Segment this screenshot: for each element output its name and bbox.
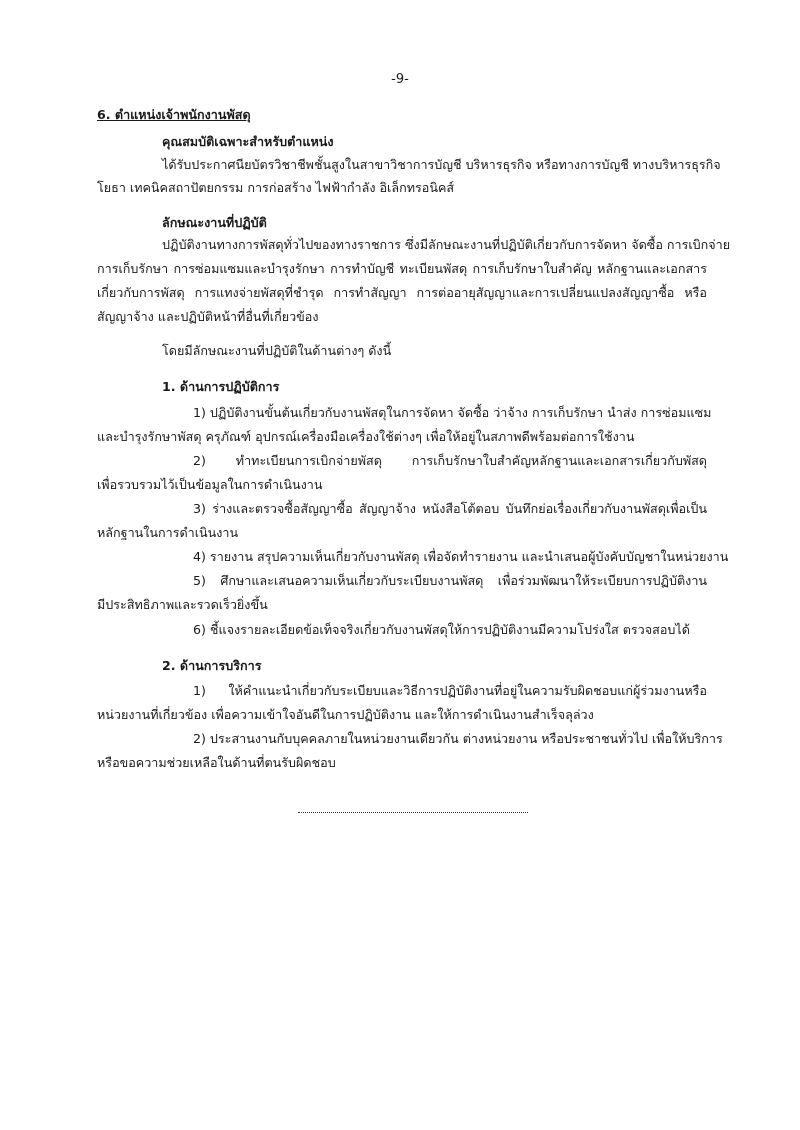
services-heading: 2. ด้านการบริการ bbox=[162, 658, 262, 673]
operations-line: มีประสิทธิภาพและรวดเร็วยิ่งขึ้น bbox=[97, 597, 268, 612]
services-line: หรือขอความช่วยเหลือในด้านที่ตนรับผิดชอบ bbox=[97, 755, 336, 770]
page-number: -9- bbox=[391, 72, 409, 87]
operations-line: 6) ชี้แจงรายละเอียดข้อเท็จจริงเกี่ยวกับงานพัสดุให้การปฏิบัติงานมีความโปร่งใส ตรวจสอบได้ bbox=[193, 622, 690, 637]
operations-line: เพื่อรวบรวมไว้เป็นข้อมูลในการดำเนินงาน bbox=[97, 477, 323, 492]
services-line: 1) ให้คำแนะนำเกี่ยวกับระเบียบและวิธีการปฏิบัติงานที่อยู่ในความรับผิดชอบแก่ผู้ร่วมงานหรือ bbox=[193, 683, 707, 698]
operations-line: หลักฐานในการดำเนินงาน bbox=[97, 525, 239, 540]
services-line: หน่วยงานที่เกี่ยวข้อง เพื่อความเข้าใจอันดีในการปฏิบัติงาน และให้การดำเนินงานสำเร็จลุล่วง bbox=[97, 707, 594, 722]
operations-heading: 1. ด้านการปฏิบัติการ bbox=[162, 379, 280, 394]
operations-line: 1) ปฏิบัติงานขั้นต้นเกี่ยวกับงานพัสดุในการจัดหา จัดซื้อ ว่าจ้าง การเก็บรักษา นำส่ง การซ่อมแซม bbox=[193, 405, 712, 420]
operations-line: 4) รายงาน สรุปความเห็นเกี่ยวกับงานพัสดุ เพื่อจัดทำรายงาน และนำเสนอผู้บังคับบัญชาในหน่วยงาน bbox=[193, 549, 729, 564]
job-nature-intro: โดยมีลักษณะงานที่ปฏิบัติในด้านต่างๆ ดังนี้ bbox=[162, 343, 392, 358]
qualifications-heading: คุณสมบัติเฉพาะสำหรับตำแหน่ง bbox=[162, 134, 334, 149]
job-nature-line: สัญญาจ้าง และปฏิบัติหน้าที่อื่นที่เกี่ยวข้อง bbox=[97, 309, 319, 324]
services-line: 2) ประสานงานกับบุคคลภายในหน่วยงานเดียวกัน ต่างหน่วยงาน หรือประชาชนทั่วไป เพื่อให้บริการ bbox=[193, 731, 723, 746]
operations-line: 5) ศึกษาและเสนอความเห็นเกี่ยวกับระเบียบงานพัสดุ เพื่อร่วมพัฒนาให้ระเบียบการปฏิบัติงาน bbox=[193, 573, 707, 588]
qualifications-line: ได้รับประกาศนียบัตรวิชาชีพชั้นสูงในสาขาวิชาการบัญชี บริหารธุรกิจ หรือทางการบัญชี ทางบริหารธุรกิจ bbox=[162, 157, 721, 172]
job-nature-heading: ลักษณะงานที่ปฏิบัติ bbox=[162, 215, 267, 230]
qualifications-line: โยธา เทคนิคสถาปัตยกรรม การก่อสร้าง ไฟฟ้ากำลัง อิเล็กทรอนิคส์ bbox=[97, 180, 455, 195]
job-nature-line: ปฏิบัติงานทางการพัสดุทั่วไปของทางราชการ ซึ่งมีลักษณะงานที่ปฏิบัติเกี่ยวกับการจัดหา จัดซื้อ การเบิกจ่าย bbox=[162, 237, 731, 252]
operations-line: และบำรุงรักษาพัสดุ ครุภัณฑ์ อุปกรณ์เครื่องมือเครื่องใช้ต่างๆ เพื่อให้อยู่ในสภาพดีพร้อมต่อการใช้งาน bbox=[97, 429, 635, 444]
operations-line: 2) ทำทะเบียนการเบิกจ่ายพัสดุ การเก็บรักษาใบสำคัญหลักฐานและเอกสารเกี่ยวกับพัสดุ bbox=[193, 453, 707, 468]
job-nature-line: เกี่ยวกับการพัสดุ การแทงจ่ายพัสดุที่ชำรุด การทำสัญญา การต่ออายุสัญญาและการเปลี่ยนแปลงสัญญาซื้อ หรือ bbox=[97, 285, 707, 300]
dotted-separator bbox=[298, 812, 528, 813]
operations-line: 3) ร่างและตรวจซื้อสัญญาซื้อ สัญญาจ้าง หนังสือโต้ตอบ บันทึกย่อเรื่องเกี่ยวกับงานพัสดุเพื่อเป็น bbox=[193, 501, 707, 516]
job-nature-line: การเก็บรักษา การซ่อมแซมและบำรุงรักษา การทำบัญชี ทะเบียนพัสดุ การเก็บรักษาใบสำคัญ หลักฐานและเอกสาร bbox=[97, 261, 707, 276]
section-title: 6. ตำแหน่งเจ้าพนักงานพัสดุ bbox=[97, 107, 251, 122]
